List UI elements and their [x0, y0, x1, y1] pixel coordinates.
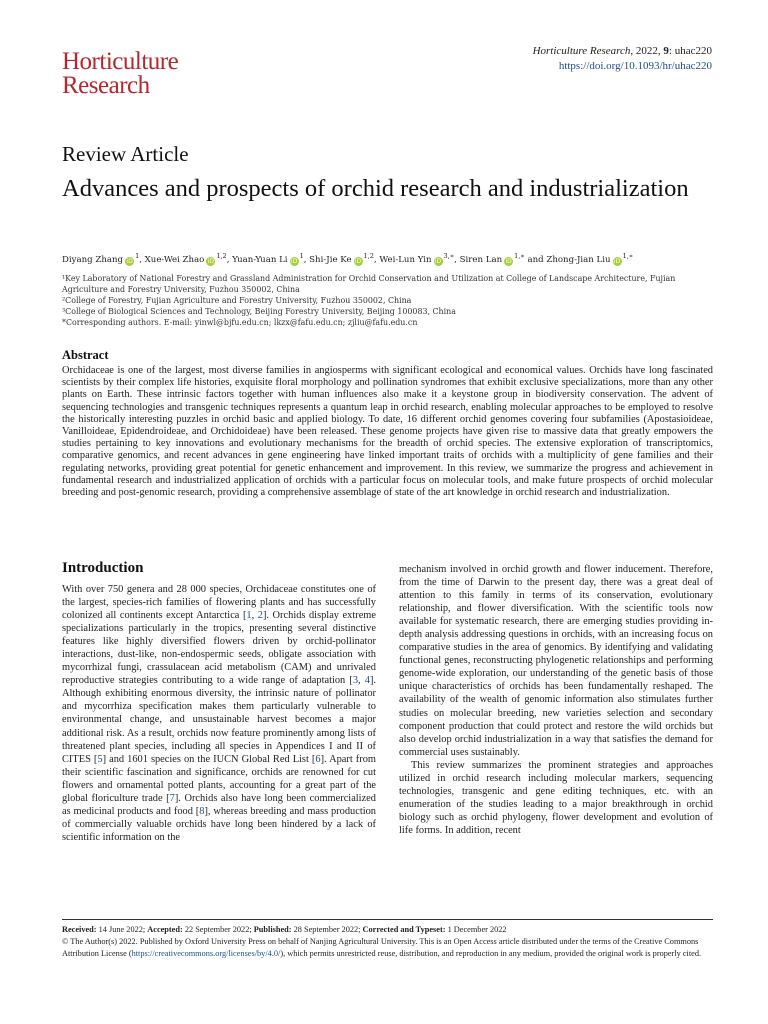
orcid-icon[interactable]: iD: [290, 257, 298, 265]
author-affiliation-marker: 3,∗: [443, 252, 455, 260]
author[interactable]: [546, 252, 634, 265]
abstract-text: Orchidaceae is one of the largest, most diverse families in angiosperms with significant ecological and economical values. Orchids have long fascinated scientists by their complex life histories, exquisite floral morphology and pollination syndromes that exhibit exclusive specializations, more than any other plants on Earth. These intrinsic factors together with human influences also make it a keystone group in biodiversity conservation. The advent of sequencing technologies and transgenic techniques represents a quantum leap in orchid research, enabling molecular approaches to be employed to resolve the historically interesting puzzles in orchid basic and applied biology. To date, 16 different orchid genomes covering four subfamilies (Apostasioideae, Vanilloideae, Epidendroideae, and Orchidoideae) have been released. These genome projects have given rise to massive data that greatly empowers the studies pertaining to key innovations and evolutionary mechanisms for the breadth of orchid species. The extensive exploration of transcriptomics, comparative genomics, and recent advances in gene engineering have linked important traits of orchids with a multiplicity of gene families and their regulating networks, providing great potential for genetic enhancement and improvement. In this review, we summarize the progress and achievement in fundamental research and industrialized application of orchids with a particular focus on molecular tools, and make future prospects of orchid molecular breeding and post-genomic research, providing a comprehensive assemblage of state of the art knowledge in orchid research and industrialization.: [62, 365, 713, 499]
author[interactable]: [62, 252, 140, 265]
citation-ref[interactable]: 1: [246, 610, 252, 622]
author-name: Xue-Wei Zhao: [144, 254, 205, 265]
affiliations: [62, 273, 722, 328]
author-affiliation-marker: 1: [135, 252, 140, 260]
abstract-heading: Abstract: [62, 348, 109, 362]
copyright-notice: © The Author(s) 2022. Published by Oxford University Press on behalf of Nanjing Agricultural University. This is an Open Access article distributed under the terms of the Creative Commons Attribution License (https://creativecommons.org/licenses/by/4.0/), which permits unrestricted reuse, distribution, and reproduction in any medium, provided the original work is properly cited.: [62, 936, 702, 958]
author-affiliation-marker: 1,2: [363, 252, 374, 260]
citation-ref[interactable]: 4: [364, 675, 370, 687]
citation-ref[interactable]: 2: [257, 610, 263, 622]
author[interactable]: [459, 252, 525, 265]
citation-journal: Horticulture Research: [532, 45, 631, 57]
author-list: Diyang Zhang $iD^1$, Xue-Wei Zhao iD$^{1,2}$, Yuan-Yuan Li $iD^1$, Shi-Jie Ke iD$^{1,2}$, Wei-Lun Yin $iD^{3,∗}$, Siren Lan $iD^{1,∗}$ and Zhong-Jian Liu $iD^{1,∗}$: [62, 252, 634, 265]
corresponding-authors: *Corresponding authors. E-mail: yinwl@bjfu.edu.cn; lkzx@fafu.edu.cn; zjliu@fafu.edu.cn: [62, 318, 418, 327]
introduction-heading: Introduction: [62, 560, 144, 576]
orcid-icon[interactable]: iD: [613, 257, 621, 265]
journal-logo[interactable]: [62, 50, 178, 98]
citation-ref[interactable]: 5: [97, 753, 103, 765]
publication-dates: Received: 14 June 2022; Accepted: 22 September 2022; Published: 28 September 2022; Corrected and Typeset: 1 December 2022: [62, 925, 507, 934]
citation-line: Horticulture Research, 2022, 9: uhac220: [532, 45, 712, 57]
intro-paragraph-1: With over 750 genera and 28 000 species, Orchidaceae constitutes one of the largest, species-rich families of flowering plants and has successfully colonized all continents except Antarctica [1, 2]. Orchids display extreme specializations particularly in the tropics, presenting several distinctive features like highly diversified flowers driven by orchid-pollinator interactions, dust-like, non-endospermic seeds, obligate association with mycorrhizal fungi, crassulacean acid metabolism (CAM) and unrivaled reproductive strategies contributing to a wide range of adaptation [3, 4]. Although exhibiting enormous diversity, the intrinsic nature of pollinator and mycorrhiza specification makes them particularly vulnerable to environmental change, and unsustainable harvest becomes a major additional risk. As a result, orchids now feature prominently among lists of threatened plant species, including all species in Appendices I and II of CITES [5] and 1601 species on the IUCN Global Red List [6]. Apart from their scientific fascination and significance, orchids are renowned for cut flowers and ornamental potted plants, accounting for a great part of the global floriculture trade [7]. Orchids also have long been commercialized as medicinal products and food [8], whereas breeding and mass production of commercially valuable orchids have long been hindered by a lack of scientific information on the: [62, 584, 377, 843]
publication-footer: [62, 924, 713, 959]
author-name: Siren Lan: [459, 254, 503, 265]
affiliation-1: ¹Key Laboratory of National Forestry and Grassland Administration for Orchid Conservation and Utilization at College of Landscape Architecture, Fujian Agriculture and Forestry University, Fuzhou 350002, China: [62, 274, 676, 294]
affiliation-2: ²College of Forestry, Fujian Agriculture and Forestry University, Fuzhou 350002, China: [62, 296, 412, 305]
author[interactable]: [232, 252, 304, 265]
orcid-icon[interactable]: iD: [126, 257, 133, 265]
citation-ref[interactable]: 3: [352, 675, 359, 687]
orcid-icon[interactable]: iD: [434, 257, 442, 265]
author-affiliation-marker: 1: [299, 252, 304, 260]
author-name: Diyang Zhang: [62, 254, 124, 265]
author[interactable]: [309, 252, 374, 265]
citation-ref[interactable]: 6: [315, 753, 321, 765]
intro-paragraph-2: This review summarizes the prominent strategies and approaches utilized in orchid research including molecular markers, sequencing technologies, transgenic and gene editing techniques, etc. with an enumeration of the studies leading to a major breakthrough in orchid biology such as orchid phylogeny, flower development and evolution of life forms. In addition, recent: [399, 759, 713, 836]
author-affiliation-marker: 1,∗: [622, 252, 634, 260]
citation-ref[interactable]: 7: [169, 792, 175, 804]
doi-link[interactable]: https://doi.org/10.1093/hr/uhac220: [558, 60, 712, 72]
author-affiliation-marker: 1,2: [216, 252, 227, 260]
citation-volume: 9: [663, 45, 669, 57]
intro-paragraph-continued: mechanism involved in orchid growth and flower inducement. Therefore, from the time of Darwin to the present day, there was a great deal of attention to this family in terms of its conservation, evolutionary relationship, and flower diversification. With the scientific tools now available for systematic research, there are emerging studies providing in-depth analysis addressing questions in orchids, with an increasing focus on comparative studies in the area of genomics. By identifying and validating functional genes, reconstructing phylogenetic relationships and performing genome-wide exploration, our understanding of the genetic basis of those unique characteristics of orchids has been fundamentally reshaped. The availability of the wealth of genomic information also stimulates further studies on molecular breeding, new varieties selection and secondary component production that could protect and restore the wild orchids but also develop orchid industrialization in a way that satisfies the demand for commercial uses sustainably.: [399, 564, 713, 758]
intro-left-column: [62, 583, 376, 844]
article-title: Advances and prospects of orchid research and industrialization: [62, 175, 689, 202]
citation-info: [533, 44, 712, 74]
citation-ref[interactable]: 8: [199, 805, 205, 817]
author-affiliation-marker: 1,∗: [514, 252, 525, 260]
orcid-icon[interactable]: iD: [354, 257, 362, 265]
orcid-icon[interactable]: iD: [505, 257, 512, 265]
orcid-icon[interactable]: iD: [207, 257, 214, 265]
author-name: Zhong-Jian Liu: [546, 254, 611, 265]
footer-divider: [62, 919, 713, 920]
author-name: Shi-Jie Ke: [309, 254, 352, 265]
license-link[interactable]: https://creativecommons.org/licenses/by/4.0/: [131, 948, 281, 958]
author[interactable]: [379, 252, 455, 265]
author-name: Wei-Lun Yin: [379, 254, 432, 265]
article-type: Review Article: [62, 142, 189, 166]
journal-logo-line1: Horticulture: [62, 48, 179, 75]
intro-right-column: [399, 563, 713, 837]
author[interactable]: [144, 252, 227, 265]
affiliation-3: ³College of Biological Sciences and Technology, Beijing Forestry University, Beijing 100083, China: [62, 307, 456, 316]
journal-logo-line2: Research: [62, 72, 150, 99]
author-name: Yuan-Yuan Li: [232, 254, 288, 265]
